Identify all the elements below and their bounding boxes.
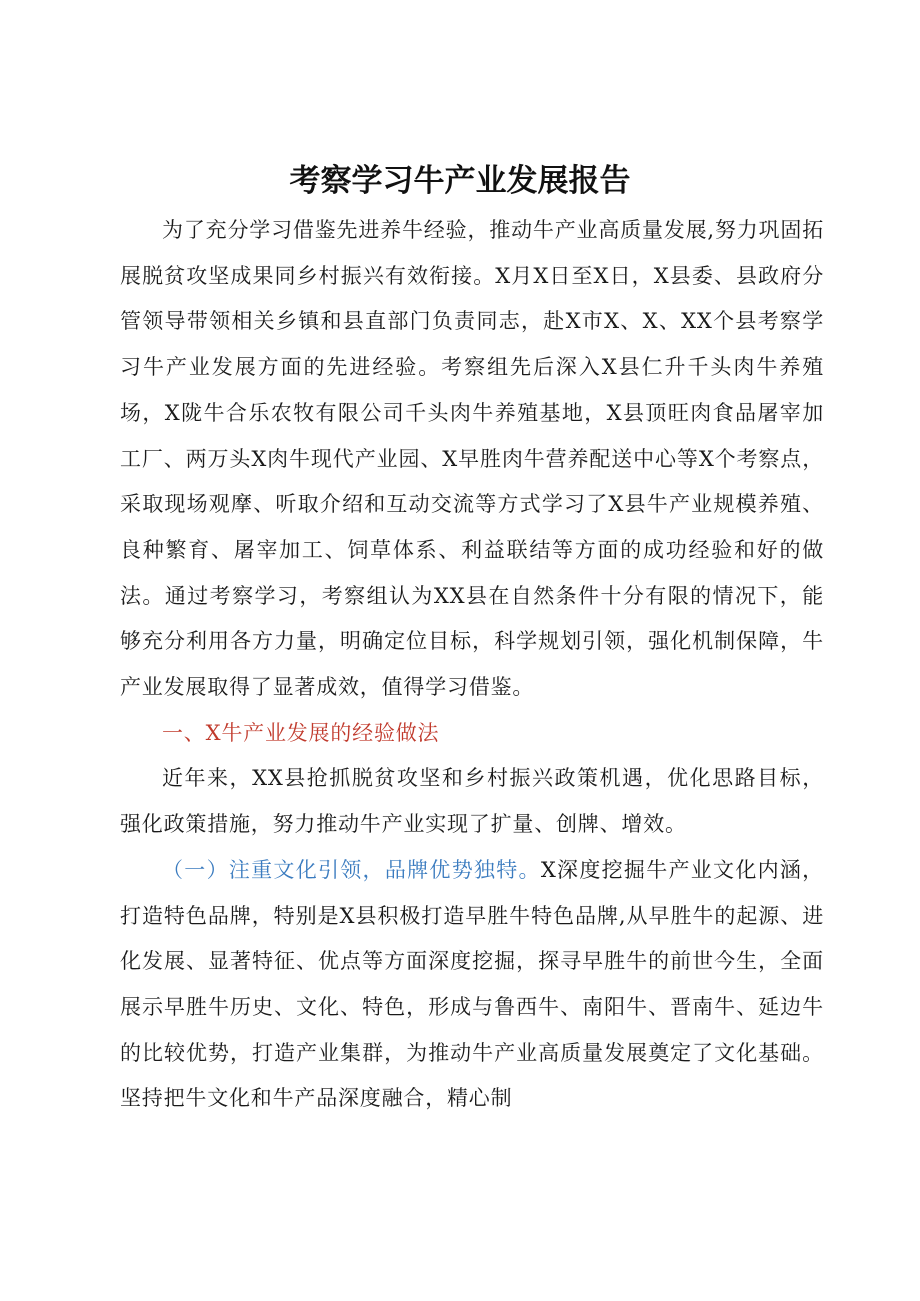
- document-body: [120, 208, 824, 1122]
- section-heading: 一、X牛产业发展的经验做法: [162, 720, 440, 745]
- intro-paragraph: 为了充分学习借鉴先进养牛经验，推动牛产业高质量发展,努力巩固拓展脱贫攻坚成果同乡村振兴有效衔接。X月X日至X日，X县委、县政府分管领导带领相关乡镇和县直部门负责同志，赴X市X、X、XX个县考察学习牛产业发展方面的先进经验。考察组先后深入X县仁升千头肉牛养殖场，X陇牛合乐农牧有限公司千头肉牛养殖基地，X县顶旺肉食品屠宰加工厂、两万头X肉牛现代产业园、X早胜肉牛营养配送中心等X个考察点，采取现场观摩、听取介绍和互动交流等方式学习了X县牛产业规模养殖、良种繁育、屠宰加工、饲草体系、利益联结等方面的成功经验和好的做法。通过考察学习，考察组认为XX县在自然条件十分有限的情况下，能够充分利用各方力量，明确定位目标，科学规划引领，强化机制保障，牛产业发展取得了显著成效，值得学习借鉴。: [120, 218, 824, 700]
- subsection-heading: （一）注重文化引领，品牌优势独特。: [162, 857, 541, 882]
- section-paragraph: 近年来，XX县抢抓脱贫攻坚和乡村振兴政策机遇，优化思路目标，强化政策措施，努力推动牛产业实现了扩量、创牌、增效。: [120, 766, 824, 837]
- subsection-text: X深度挖掘牛产业文化内涵，打造特色品牌，特别是X县积极打造早胜牛特色品牌,从早胜牛的起源、进化发展、显著特征、优点等方面深度挖掘，探寻早胜牛的前世今生，全面展示早胜牛历史、文化、特色，形成与鲁西牛、南阳牛、晋南牛、延边牛的比较优势，打造产业集群，为推动牛产业高质量发展奠定了文化基础。坚持把牛文化和牛产品深度融合，精心制: [120, 857, 824, 1111]
- document-title: 考察学习牛产业发展报告: [289, 163, 631, 199]
- subsection-paragraph: [120, 848, 824, 1122]
